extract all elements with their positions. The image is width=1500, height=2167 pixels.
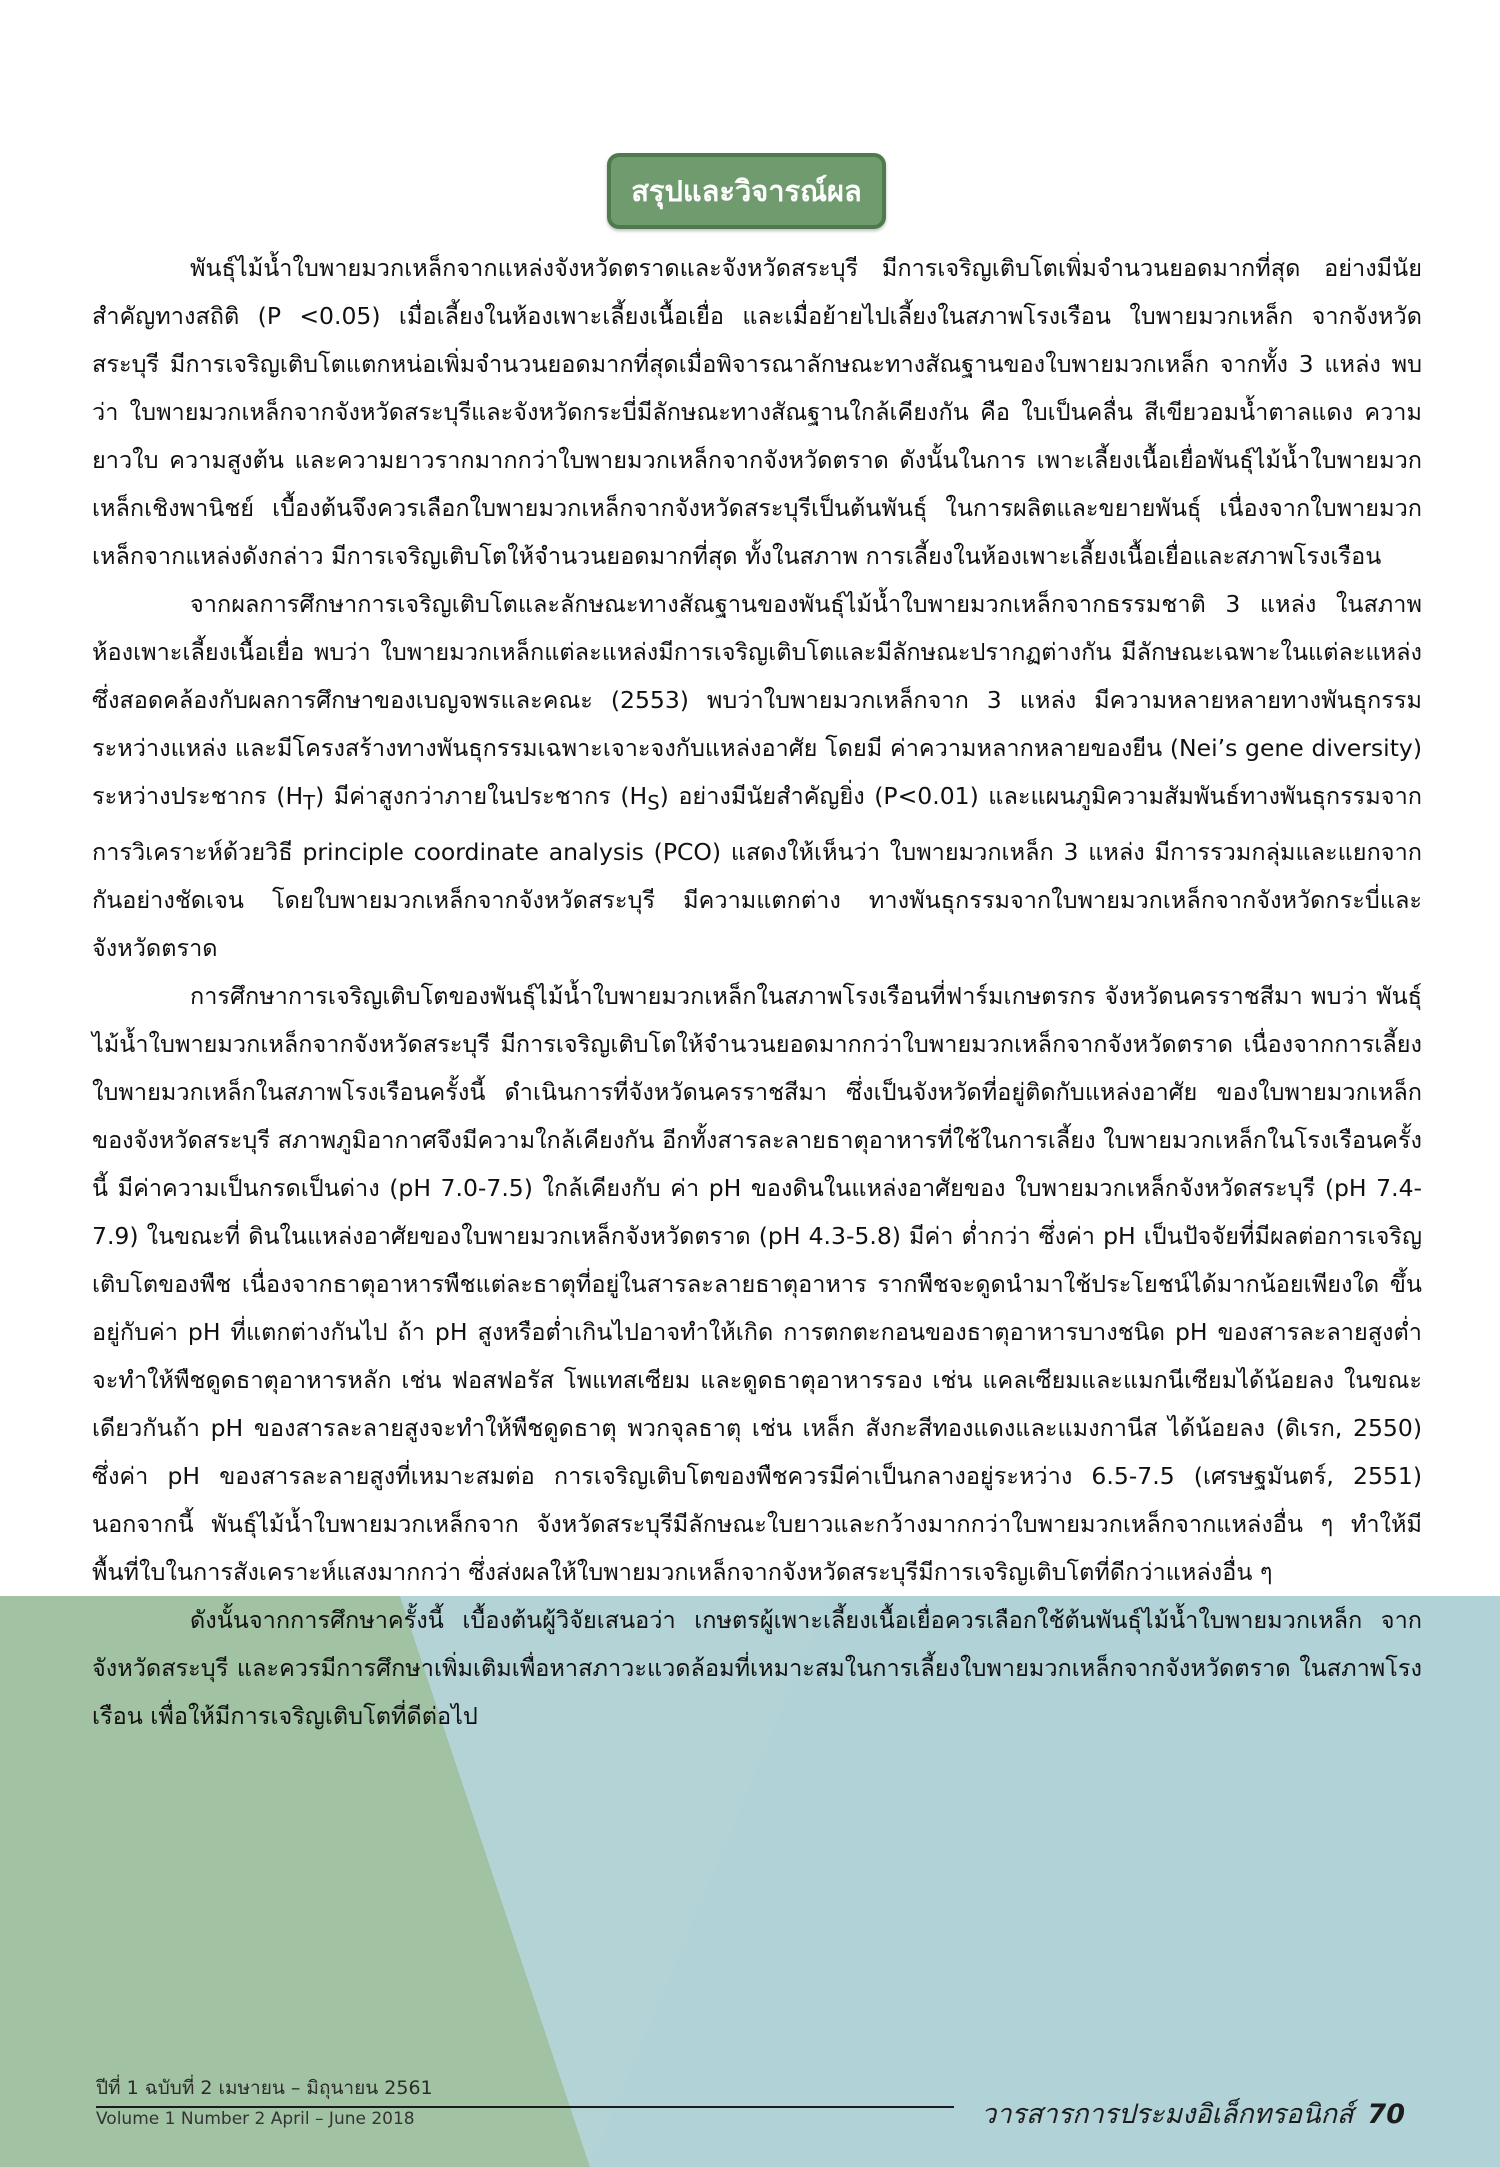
subscript-s: S xyxy=(647,791,660,815)
section-heading: สรุปและวิจารณ์ผล xyxy=(607,153,886,229)
paragraph-2-start: จากผลการศึกษาการเจริญเติบโตและลักษณะทางสัณฐานของพันธุ์ไม้น้ำใบพายมวกเหล็กจากธรรมชาติ 3 แหล่ง ในสภาพห้องเพาะเลี้ยงเนื้อเยื่อ พบว่า ใบพายมวกเหล็กแต่ละแหล่งมีการเจริญเติบโตและมีลักษณะปรากฏต่างกัน มีลักษณะเฉพาะในแต่ละแหล่ง ซึ่งสอดคล้องกับผลการศึกษาของเบญจพรและคณะ (2553) พบว่าใบพายมวกเหล็กจาก 3 แหล่ง มีความหลายหลายทางพันธุกรรมระหว่างแหล่ง และมีโครงสร้างทางพันธุกรรมเฉพาะเจาะจงกับแหล่งอาศัย โดยมี ค่าความหลากหลายของยีน (Nei’s gene diversity) ระหว่างประชากร (H xyxy=(92,590,1422,810)
issue-thai: ปีที่ 1 ฉบับที่ 2 เมษายน – มิถุนายน 2561 xyxy=(96,2077,433,2099)
footer-issue xyxy=(96,2073,433,2129)
journal-name: วารสารการประมงอิเล็กทรอนิกส์ xyxy=(981,2099,1354,2130)
paragraph-2-end: ) อย่างมีนัยสำคัญยิ่ง (P<0.01) และแผนภูมิความสัมพันธ์ทางพันธุกรรมจากการวิเคราะห์ด้วยวิธี principle coordinate analysis (PCO) แสดงให้เห็นว่า ใบพายมวกเหล็ก 3 แหล่ง มีการรวมกลุ่มและแยกจากกันอย่างชัดเจน โดยใบพายมวกเหล็กจากจังหวัดสระบุรี มีความแตกต่าง ทางพันธุกรรมจากใบพายมวกเหล็กจากจังหวัดกระบี่และจังหวัดตราด xyxy=(92,782,1422,962)
footer-journal xyxy=(981,2092,1405,2135)
paragraph-4: ดังนั้นจากการศึกษาครั้งนี้ เบื้องต้นผู้วิจัยเสนอว่า เกษตรผู้เพาะเลี้ยงเนื้อเยื่อควรเลือกใช้ต้นพันธุ์ไม้น้ำใบพายมวกเหล็ก จากจังหวัดสระบุรี และควรมีการศึกษาเพิ่มเติมเพื่อหาสภาวะแวดล้อมที่เหมาะสมในการเลี้ยงใบพายมวกเหล็กจากจังหวัดตราด ในสภาพโรงเรือน เพื่อให้มีการเจริญเติบโตที่ดีต่อไป xyxy=(92,1605,1422,1730)
page-number: 70 xyxy=(1367,2099,1405,2130)
paragraph-2-mid: ) มีค่าสูงกว่าภายในประชากร (H xyxy=(315,782,648,810)
paragraph-1: พันธุ์ไม้น้ำใบพายมวกเหล็กจากแหล่งจังหวัดตราดและจังหวัดสระบุรี มีการเจริญเติบโตเพิ่มจำนวนยอดมากที่สุด อย่างมีนัยสำคัญทางสถิติ (P <0.05) เมื่อเลี้ยงในห้องเพาะเลี้ยงเนื้อเยื่อ และเมื่อย้ายไปเลี้ยงในสภาพโรงเรือน ใบพายมวกเหล็ก จากจังหวัดสระบุรี มีการเจริญเติบโตแตกหน่อเพิ่มจำนวนยอดมากที่สุดเมื่อพิจารณาลักษณะทางสัณฐานของใบพายมวกเหล็ก จากทั้ง 3 แหล่ง พบว่า ใบพายมวกเหล็กจากจังหวัดสระบุรีและจังหวัดกระบี่มีลักษณะทางสัณฐานใกล้เคียงกัน คือ ใบเป็นคลื่น สีเขียวอมน้ำตาลแดง ความยาวใบ ความสูงต้น และความยาวรากมากกว่าใบพายมวกเหล็กจากจังหวัดตราด ดังนั้นในการ เพาะเลี้ยงเนื้อเยื่อพันธุ์ไม้น้ำใบพายมวกเหล็กเชิงพานิชย์ เบื้องต้นจึงควรเลือกใบพายมวกเหล็กจากจังหวัดสระบุรีเป็นต้นพันธุ์ ในการผลิตและขยายพันธุ์ เนื่องจากใบพายมวกเหล็กจากแหล่งดังกล่าว มีการเจริญเติบโตให้จำนวนยอดมากที่สุด ทั้งในสภาพ การเลี้ยงในห้องเพาะเลี้ยงเนื้อเยื่อและสภาพโรงเรือน xyxy=(92,254,1422,570)
subscript-t: T xyxy=(303,791,316,815)
article-body xyxy=(92,244,1422,1740)
paragraph-2 xyxy=(92,580,1422,972)
paragraph-3: การศึกษาการเจริญเติบโตของพันธุ์ไม้น้ำใบพายมวกเหล็กในสภาพโรงเรือนที่ฟาร์มเกษตรกร จังหวัดนครราชสีมา พบว่า พันธุ์ไม้น้ำใบพายมวกเหล็กจากจังหวัดสระบุรี มีการเจริญเติบโตให้จำนวนยอดมากกว่าใบพายมวกเหล็กจากจังหวัดตราด เนื่องจากการเลี้ยงใบพายมวกเหล็กในสภาพโรงเรือนครั้งนี้ ดำเนินการที่จังหวัดนครราชสีมา ซึ่งเป็นจังหวัดที่อยู่ติดกับแหล่งอาศัย ของใบพายมวกเหล็กของจังหวัดสระบุรี สภาพภูมิอากาศจึงมีความใกล้เคียงกัน อีกทั้งสารละลายธาตุอาหารที่ใช้ในการเลี้ยง ใบพายมวกเหล็กในโรงเรือนครั้งนี้ มีค่าความเป็นกรดเป็นด่าง (pH 7.0-7.5) ใกล้เคียงกับ ค่า pH ของดินในแหล่งอาศัยของ ใบพายมวกเหล็กจังหวัดสระบุรี (pH 7.4-7.9) ในขณะที่ ดินในแหล่งอาศัยของใบพายมวกเหล็กจังหวัดตราด (pH 4.3-5.8) มีค่า ต่ำกว่า ซึ่งค่า pH เป็นปัจจัยที่มีผลต่อการเจริญเติบโตของพืช เนื่องจากธาตุอาหารพืชแต่ละธาตุที่อยู่ในสารละลายธาตุอาหาร รากพืชจะดูดนำมาใช้ประโยชน์ได้มากน้อยเพียงใด ขึ้นอยู่กับค่า pH ที่แตกต่างกันไป ถ้า pH สูงหรือต่ำเกินไปอาจทำให้เกิด การตกตะกอนของธาตุอาหารบางชนิด pH ของสารละลายสูงต่ำจะทำให้พืชดูดธาตุอาหารหลัก เช่น ฟอสฟอรัส โพแทสเซียม และดูดธาตุอาหารรอง เช่น แคลเซียมและแมกนีเซียมได้น้อยลง ในขณะเดียวกันถ้า pH ของสารละลายสูงจะทำให้พืชดูดธาตุ พวกจุลธาตุ เช่น เหล็ก สังกะสีทองแดงและแมงกานีส ได้น้อยลง (ดิเรก, 2550) ซึ่งค่า pH ของสารละลายสูงที่เหมาะสมต่อ การเจริญเติบโตของพืชควรมีค่าเป็นกลางอยู่ระหว่าง 6.5-7.5 (เศรษฐมันตร์, 2551) นอกจากนี้ พันธุ์ไม้น้ำใบพายมวกเหล็กจาก จังหวัดสระบุรีมีลักษณะใบยาวและกว้างมากกว่าใบพายมวกเหล็กจากแหล่งอื่น ๆ ทำให้มีพื้นที่ใบในการสังเคราะห์แสงมากกว่า ซึ่งส่งผลให้ใบพายมวกเหล็กจากจังหวัดสระบุรีมีการเจริญเติบโตที่ดีกว่าแหล่งอื่น ๆ xyxy=(92,981,1422,1586)
issue-english: Volume 1 Number 2 April – June 2018 xyxy=(96,2109,415,2129)
footer-divider xyxy=(96,2106,954,2108)
